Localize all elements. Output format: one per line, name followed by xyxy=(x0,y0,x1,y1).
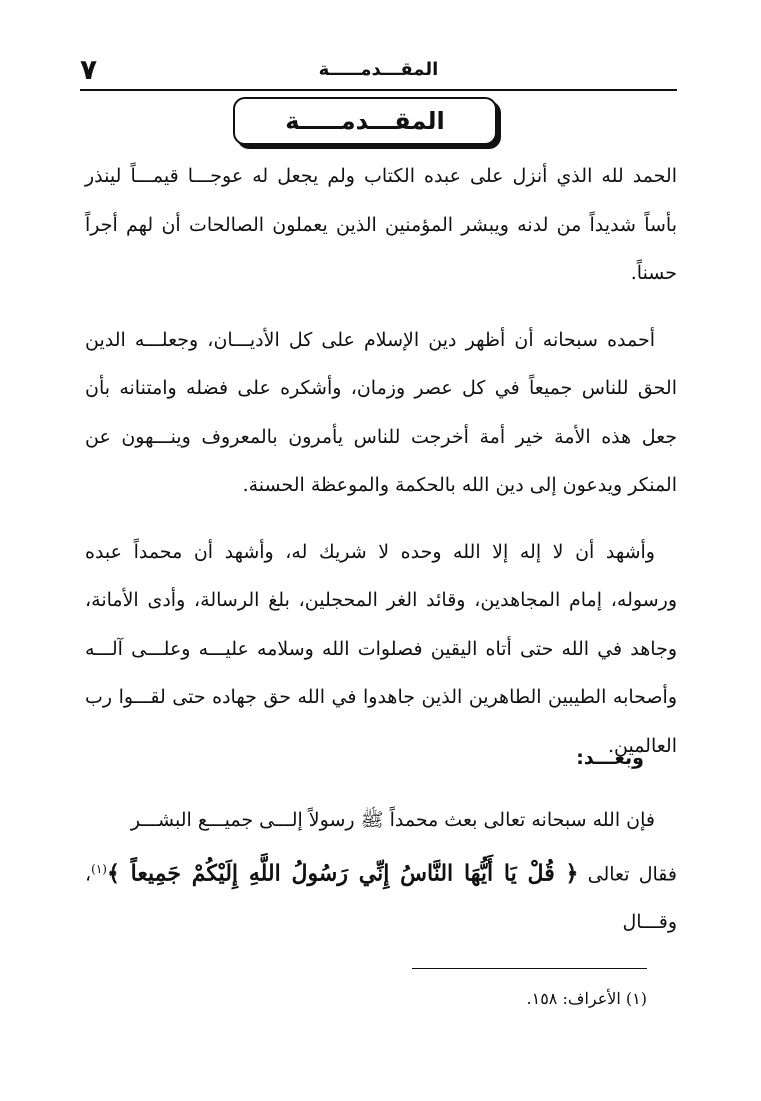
closing-prefix: فقال تعالى xyxy=(587,862,677,885)
running-title: المقـــدمـــــة xyxy=(318,59,439,80)
header-rule xyxy=(80,89,677,91)
footnote: (١) الأعراف: ١٥٨. xyxy=(526,989,647,1008)
body-text xyxy=(85,152,677,788)
page-header xyxy=(80,52,677,88)
quran-verse: ﴿ قُلْ يَا أَيُّهَا النَّاسُ إِنِّي رَسُولُ اللَّهِ إِلَيْكُمْ جَمِيعاً ﴾ xyxy=(106,859,579,886)
section-title: المقـــدمـــــة xyxy=(285,107,445,135)
section-heading: وبعـــد: xyxy=(576,747,644,769)
paragraph: أحمده سبحانه أن أظهر دين الإسلام على كل الأديـــان، وجعلـــه الدين الحق للناس جميعاً في كل عصر وزمان، وأشكره على فضله وامتنانه بأن جعل هذه الأمة خير أمة أخرجت للناس يأمرون بالمعروف وينـــهون عن المنكر ويدعون إلى دين الله بالحكمة والموعظة الحسنة. xyxy=(85,328,677,496)
footnote-rule xyxy=(412,968,647,969)
closing-suffix: ، وقـــال xyxy=(85,862,677,934)
closing-line: فإن الله سبحانه تعالى بعث محمداً ﷺ رسولاً إلـــى جميـــع البشـــر xyxy=(130,809,655,831)
closing-line-quote xyxy=(85,845,677,947)
paragraph: الحمد لله الذي أنزل على عبده الكتاب ولم يجعل له عوجـــا قيمـــاً لينذر بأساً شديداً من لدنه ويبشر المؤمنين الذين يعملون الصالحات أن لهم أجراً حسناً. xyxy=(85,165,677,284)
closing-text xyxy=(85,796,677,947)
page-number: ٧ xyxy=(80,53,98,86)
paragraph: وأشهد أن لا إله إلا الله وحده لا شريك له، وأشهد أن محمداً عبده ورسوله، إمام المجاهدين، وقائد الغر المحجلين، بلغ الرسالة، وأدى الأمانة، وجاهد في الله حتى أتاه اليقين فصلوات الله وسلامه عليـــه وعلـــى آلـــه وأصحابه الطيبين الطاهرين الذين جاهدوا في الله حق جهاده حتى لقـــوا رب العالمين. xyxy=(85,540,677,757)
section-title-box xyxy=(233,97,497,145)
footnote-reference: (١) xyxy=(91,861,107,876)
